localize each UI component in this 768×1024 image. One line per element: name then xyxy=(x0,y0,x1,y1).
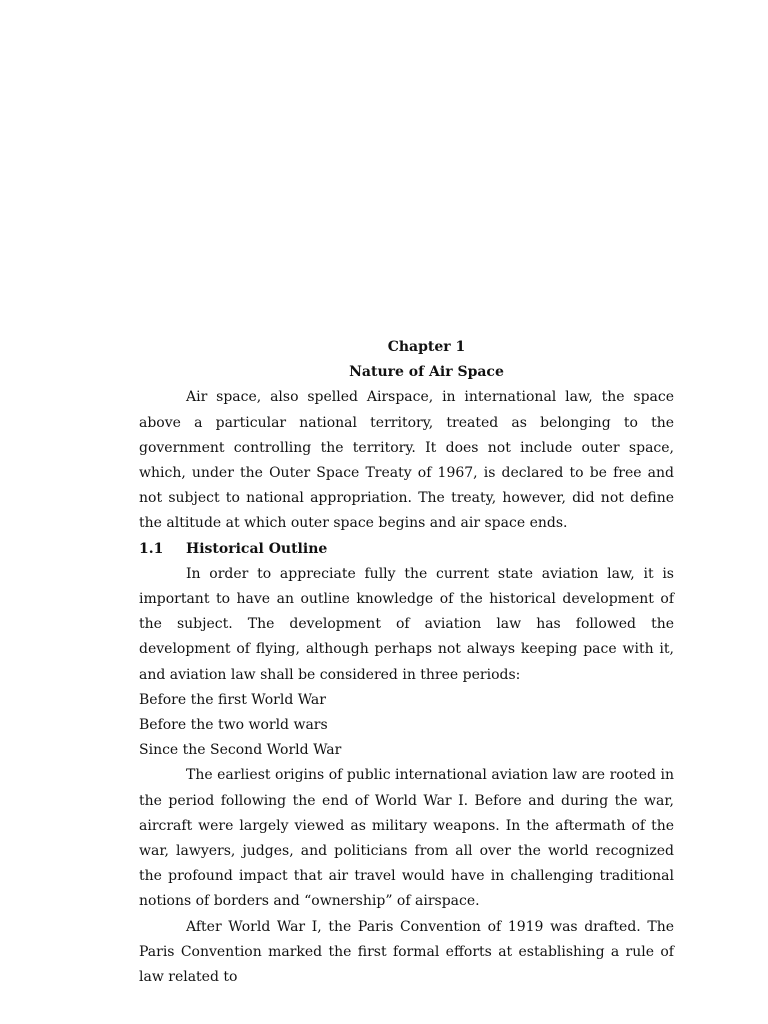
section-number: 1.1 xyxy=(139,540,164,557)
period-item: Before the first World War xyxy=(139,691,326,708)
section-title: Historical Outline xyxy=(186,540,328,557)
chapter-title: Nature of Air Space xyxy=(349,364,504,381)
chapter-label: Chapter 1 xyxy=(387,339,466,355)
paris-paragraph: After World War I, the Paris Convention of 1919 was drafted. The Paris Convention marked the first formal efforts at establishing a rule of law related to xyxy=(139,918,674,986)
period-item: Before the two world wars xyxy=(139,717,328,734)
period-item: Since the Second World War xyxy=(139,742,342,759)
intro-paragraph: Air space, also spelled Airspace, in international law, the space above a particular national territory, treated as belonging to the government controlling the territory. It does not include outer space, which, under the Outer Space Treaty of 1967, is declared to be free and not subject to national appropriation. The treaty, however, did not define the altitude at which outer space begins and air space ends. xyxy=(139,389,674,532)
origins-paragraph: The earliest origins of public international aviation law are rooted in the period following the end of World War I. Before and during the war, aircraft were largely viewed as military weapons. In the aftermath of the war, lawyers, judges, and politicians from all over the world recognized the profound impact that air travel would have in challenging traditional notions of borders and “ownership” of airspace. xyxy=(139,767,674,910)
section-paragraph: In order to appreciate fully the current state aviation law, it is important to have an outline knowledge of the historical development of the subject. The development of aviation law has followed the development of flying, although perhaps not always keeping pace with it, and aviation law shall be considered in three periods: xyxy=(139,565,674,683)
document-body xyxy=(139,335,674,990)
section-heading xyxy=(139,537,674,562)
